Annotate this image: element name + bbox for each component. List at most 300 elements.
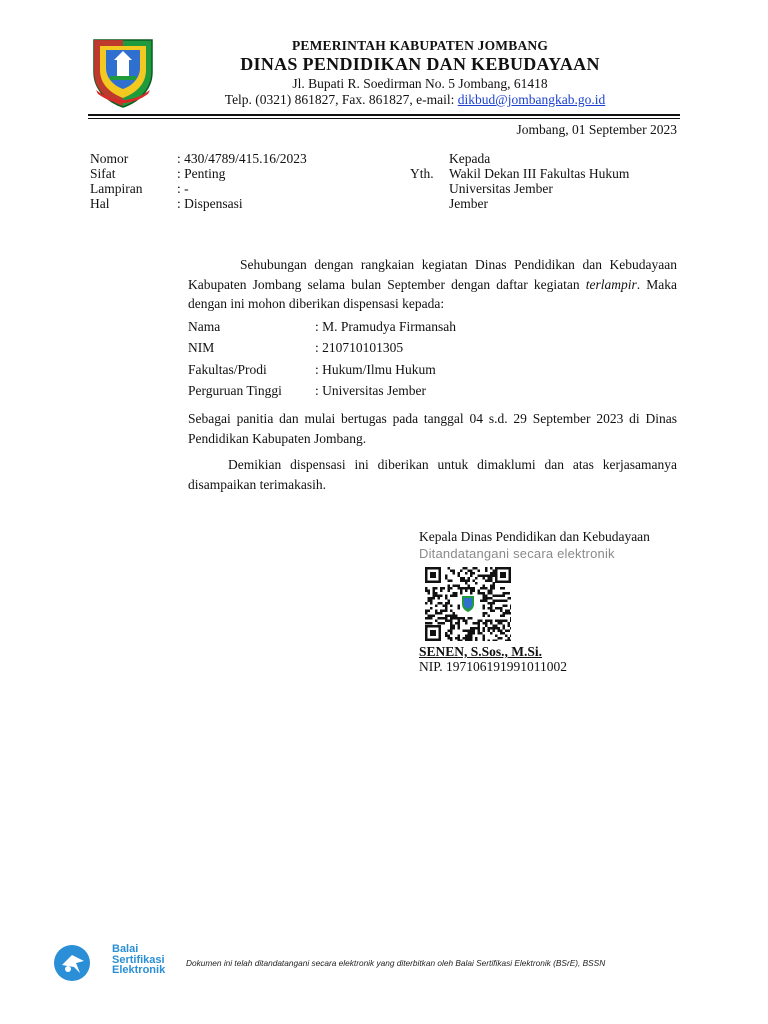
jombang-regency-emblem	[92, 36, 154, 108]
qr-module	[495, 607, 498, 610]
qr-module	[503, 587, 506, 590]
qr-module	[475, 582, 478, 585]
qr-module	[463, 580, 466, 583]
qr-module	[460, 587, 463, 590]
qr-module	[493, 582, 496, 585]
qr-module	[453, 612, 456, 615]
qr-module	[458, 605, 461, 608]
qr-module	[498, 607, 501, 610]
identity-value: : 210710101305	[315, 340, 404, 356]
qr-module	[483, 585, 486, 588]
meta-label: Hal	[90, 196, 110, 211]
qr-module	[440, 595, 443, 598]
qr-module	[475, 577, 478, 580]
qr-module	[425, 602, 428, 605]
qr-module	[458, 640, 461, 642]
qr-module	[440, 610, 443, 613]
qr-module	[470, 570, 473, 573]
qr-module	[490, 597, 493, 600]
footer-esign-disclaimer: Dokumen ini telah ditandatangani secara elektronik yang diterbitkan oleh Balai Sertifikasi Elektronik (BSrE), BSSN	[186, 958, 606, 968]
qr-module	[483, 587, 486, 590]
qr-module	[473, 630, 476, 633]
qr-module	[445, 635, 448, 638]
qr-module	[483, 595, 486, 598]
qr-module	[493, 595, 496, 598]
qr-module	[485, 625, 488, 628]
qr-module	[493, 600, 496, 603]
qr-module	[478, 630, 481, 633]
qr-module	[458, 637, 461, 640]
qr-module	[490, 572, 493, 575]
qr-module	[435, 605, 438, 608]
qr-module	[488, 615, 491, 618]
qr-module	[425, 612, 428, 615]
qr-module	[448, 600, 451, 603]
qr-module	[493, 610, 496, 613]
qr-module	[503, 632, 506, 635]
qr-module	[473, 572, 476, 575]
qr-module	[490, 592, 493, 595]
qr-module	[483, 600, 486, 603]
qr-module	[480, 575, 483, 578]
qr-module	[465, 580, 468, 583]
qr-module	[455, 615, 458, 618]
letterhead-contact	[160, 92, 670, 108]
qr-module	[440, 622, 443, 625]
qr-module	[485, 587, 488, 590]
qr-module	[458, 585, 461, 588]
qr-module	[448, 590, 451, 593]
qr-module	[503, 625, 506, 628]
qr-module	[493, 570, 496, 573]
qr-module	[505, 620, 508, 623]
qr-module	[483, 605, 486, 608]
qr-module	[445, 632, 448, 635]
qr-module	[488, 577, 491, 580]
qr-module	[445, 607, 448, 610]
qr-module	[433, 590, 436, 593]
qr-module	[505, 640, 508, 642]
identity-value: : M. Pramudya Firmansah	[315, 318, 456, 334]
meta-value: : -	[177, 181, 189, 196]
signature-qr-code	[425, 567, 511, 641]
qr-module	[478, 622, 481, 625]
qr-module	[438, 622, 441, 625]
qr-module	[483, 607, 486, 610]
qr-module	[428, 592, 431, 595]
qr-module	[495, 627, 498, 630]
qr-module	[488, 580, 491, 583]
qr-module	[478, 570, 481, 573]
email-link[interactable]: dikbud@jombangkab.go.id	[457, 92, 606, 107]
qr-module	[478, 592, 481, 595]
bsre-line: Elektronik	[112, 964, 166, 976]
qr-finder-top-left	[425, 567, 441, 583]
qr-module	[453, 615, 456, 618]
qr-module	[483, 637, 486, 640]
qr-module	[495, 620, 498, 623]
qr-module	[500, 620, 503, 623]
qr-module	[448, 580, 451, 583]
qr-module	[483, 597, 486, 600]
qr-module	[500, 630, 503, 633]
qr-module	[465, 572, 468, 575]
qr-module	[450, 605, 453, 608]
qr-module	[470, 590, 473, 593]
letterhead-government: PEMERINTAH KABUPATEN JOMBANG	[291, 38, 549, 53]
qr-module	[465, 640, 468, 642]
qr-module	[500, 632, 503, 635]
qr-module	[453, 627, 456, 630]
qr-module	[463, 617, 466, 620]
qr-module	[505, 612, 508, 615]
qr-module	[488, 575, 491, 578]
qr-module	[453, 570, 456, 573]
qr-module	[438, 602, 441, 605]
qr-module	[475, 640, 478, 642]
qr-module	[450, 627, 453, 630]
qr-module	[488, 590, 491, 593]
qr-module	[463, 587, 466, 590]
qr-module	[460, 590, 463, 593]
qr-module	[468, 632, 471, 635]
qr-module	[453, 572, 456, 575]
qr-module	[458, 617, 461, 620]
bsre-line: Balai	[112, 943, 139, 955]
qr-module	[443, 587, 446, 590]
qr-module	[435, 592, 438, 595]
qr-module	[510, 612, 511, 615]
qr-module	[430, 597, 433, 600]
qr-module	[435, 595, 438, 598]
qr-module	[460, 580, 463, 583]
qr-module	[475, 567, 478, 570]
qr-module	[495, 640, 498, 642]
qr-module	[435, 620, 438, 623]
qr-finder-bottom-left	[425, 625, 441, 641]
qr-module	[433, 595, 436, 598]
qr-module	[480, 592, 483, 595]
qr-module	[428, 597, 431, 600]
qr-module	[448, 620, 451, 623]
qr-module	[450, 622, 453, 625]
qr-module	[488, 627, 491, 630]
qr-module	[458, 607, 461, 610]
qr-module	[465, 635, 468, 638]
identity-row	[188, 359, 456, 381]
qr-module	[455, 622, 458, 625]
letter-date: Jombang, 01 September 2023	[516, 122, 677, 137]
qr-module	[470, 635, 473, 638]
qr-module	[485, 575, 488, 578]
qr-module	[433, 592, 436, 595]
qr-module	[503, 605, 506, 608]
qr-module	[450, 615, 453, 618]
qr-module	[433, 597, 436, 600]
qr-module	[510, 617, 511, 620]
recipient-line: Kepada	[449, 151, 491, 166]
qr-module	[493, 625, 496, 628]
qr-module	[460, 640, 463, 642]
qr-module	[490, 605, 493, 608]
qr-module	[443, 605, 446, 608]
qr-module	[490, 610, 493, 613]
paragraph-text: . Maka dengan ini mohon diberikan dispensasi kepada:	[188, 276, 677, 311]
qr-module	[448, 637, 451, 640]
qr-module	[503, 612, 506, 615]
identity-value: : Universitas Jember	[315, 383, 426, 399]
recipient-yth: Yth.	[410, 166, 434, 181]
qr-module	[440, 590, 443, 593]
meta-label: Sifat	[90, 166, 116, 181]
qr-module	[453, 625, 456, 628]
qr-module	[490, 632, 493, 635]
qr-module	[445, 605, 448, 608]
meta-label: Nomor	[90, 151, 129, 166]
qr-module	[448, 630, 451, 633]
qr-module	[490, 622, 493, 625]
identity-label: Perguruan Tinggi	[188, 383, 282, 399]
identity-block	[188, 316, 456, 402]
contact-text: Telp. (0321) 861827, Fax. 861827, e-mail:	[224, 92, 458, 107]
qr-module	[485, 622, 488, 625]
qr-module	[490, 590, 493, 593]
qr-module	[510, 620, 511, 623]
qr-module	[425, 617, 428, 620]
qr-module	[430, 607, 433, 610]
qr-module	[493, 575, 496, 578]
qr-module	[458, 587, 461, 590]
bsre-line: Sertifikasi	[112, 953, 165, 966]
qr-module	[508, 637, 511, 640]
identity-row	[188, 381, 456, 403]
qr-module	[478, 627, 481, 630]
qr-module	[495, 600, 498, 603]
qr-module	[503, 600, 506, 603]
qr-module	[458, 620, 461, 623]
qr-module	[473, 580, 476, 583]
qr-module	[450, 630, 453, 633]
signer-position: Kepala Dinas Pendidikan dan Kebudayaan	[419, 529, 650, 544]
qr-module	[480, 620, 483, 623]
qr-module	[458, 622, 461, 625]
qr-module	[430, 622, 433, 625]
qr-module	[498, 620, 501, 623]
qr-module	[450, 637, 453, 640]
paragraph-italic: terlampir	[585, 276, 637, 292]
qr-module	[445, 617, 448, 620]
qr-module	[495, 635, 498, 638]
qr-module	[483, 640, 486, 642]
qr-module	[468, 570, 471, 573]
qr-module	[433, 587, 436, 590]
qr-module	[483, 592, 486, 595]
qr-module	[458, 625, 461, 628]
qr-module	[488, 592, 491, 595]
qr-module	[483, 630, 486, 633]
qr-module	[438, 617, 441, 620]
qr-module	[443, 610, 446, 613]
qr-module	[490, 580, 493, 583]
qr-module	[458, 627, 461, 630]
qr-module	[440, 602, 443, 605]
qr-module	[500, 637, 503, 640]
qr-module	[428, 590, 431, 593]
qr-module	[498, 630, 501, 633]
qr-module	[450, 570, 453, 573]
qr-module	[488, 630, 491, 633]
meta-label: Lampiran	[90, 181, 143, 196]
qr-module	[508, 625, 511, 628]
qr-module	[463, 567, 466, 570]
qr-module	[508, 622, 511, 625]
qr-module	[485, 620, 488, 623]
qr-module	[455, 585, 458, 588]
qr-module	[505, 635, 508, 638]
qr-module	[485, 570, 488, 573]
qr-module	[470, 572, 473, 575]
qr-module	[508, 610, 511, 613]
qr-module	[500, 615, 503, 618]
qr-module	[500, 622, 503, 625]
qr-module	[505, 630, 508, 633]
qr-finder-top-right	[495, 567, 511, 583]
qr-module	[478, 575, 481, 578]
qr-module	[473, 622, 476, 625]
qr-module	[438, 595, 441, 598]
qr-module	[485, 597, 488, 600]
qr-module	[450, 587, 453, 590]
esign-note: Ditandatangani secara elektronik	[419, 546, 615, 561]
meta-value: : Penting	[177, 166, 226, 181]
qr-module	[445, 620, 448, 623]
qr-module	[495, 595, 498, 598]
qr-module	[473, 587, 476, 590]
qr-module	[488, 640, 491, 642]
qr-module	[475, 637, 478, 640]
qr-module	[490, 577, 493, 580]
qr-module	[438, 597, 441, 600]
qr-module	[505, 592, 508, 595]
qr-module	[490, 627, 493, 630]
letter-meta	[90, 151, 307, 211]
body-paragraph-assignment: Sebagai panitia dan mulai bertugas pada tanggal 04 s.d. 29 September 2023 di Dinas Pendidikan Kabupaten Jombang.	[188, 411, 677, 446]
meta-row	[90, 196, 307, 211]
qr-module	[470, 617, 473, 620]
qr-module	[443, 617, 446, 620]
meta-row	[90, 151, 307, 166]
qr-module	[508, 592, 511, 595]
qr-module	[435, 612, 438, 615]
qr-module	[500, 595, 503, 598]
qr-module	[498, 600, 501, 603]
qr-module	[473, 627, 476, 630]
qr-module	[445, 610, 448, 613]
letterhead-rule-thick	[88, 114, 680, 116]
qr-module	[510, 640, 511, 642]
qr-module	[453, 585, 456, 588]
qr-module	[470, 630, 473, 633]
qr-module	[493, 630, 496, 633]
qr-module	[478, 620, 481, 623]
qr-module	[470, 592, 473, 595]
qr-module	[478, 590, 481, 593]
qr-module	[468, 637, 471, 640]
qr-module	[503, 592, 506, 595]
qr-module	[470, 637, 473, 640]
qr-module	[430, 615, 433, 618]
qr-module	[503, 595, 506, 598]
qr-module	[430, 617, 433, 620]
identity-label: Fakultas/Prodi	[188, 361, 267, 377]
qr-module	[453, 617, 456, 620]
qr-module	[448, 635, 451, 638]
qr-module	[440, 587, 443, 590]
qr-module	[465, 620, 468, 623]
qr-module	[483, 575, 486, 578]
qr-module	[483, 577, 486, 580]
qr-module	[475, 627, 478, 630]
qr-module	[500, 610, 503, 613]
qr-module	[510, 627, 511, 630]
qr-module	[435, 610, 438, 613]
qr-module	[455, 592, 458, 595]
qr-module	[470, 627, 473, 630]
qr-module	[465, 582, 468, 585]
qr-module	[455, 637, 458, 640]
qr-module	[508, 612, 511, 615]
letterhead-rule-thin	[88, 118, 680, 119]
qr-module	[470, 640, 473, 642]
qr-module	[428, 622, 431, 625]
qr-module	[450, 580, 453, 583]
qr-module	[488, 607, 491, 610]
qr-module	[488, 620, 491, 623]
qr-module	[510, 597, 511, 600]
qr-module	[503, 627, 506, 630]
qr-module	[490, 607, 493, 610]
qr-module	[505, 605, 508, 608]
qr-module	[448, 567, 451, 570]
identity-label: NIM	[188, 340, 215, 356]
qr-module	[448, 615, 451, 618]
qr-module	[485, 600, 488, 603]
meta-value: : 430/4789/415.16/2023	[177, 151, 307, 166]
qr-module	[443, 622, 446, 625]
qr-module	[490, 585, 493, 588]
signer-name: SENEN, S.Sos., M.Si.	[419, 644, 543, 659]
qr-module	[490, 567, 493, 570]
qr-module	[448, 587, 451, 590]
qr-module	[485, 567, 488, 570]
qr-module	[468, 580, 471, 583]
qr-module	[485, 612, 488, 615]
qr-module	[488, 597, 491, 600]
qr-module	[463, 630, 466, 633]
qr-module	[468, 630, 471, 633]
paragraph-text: Sehubungan dengan rangkaian kegiatan Dinas Pendidikan dan Kebudayaan Kabupaten Jombang selama bulan September dengan daftar kegiatan	[188, 257, 677, 292]
qr-module	[473, 632, 476, 635]
qr-module	[490, 620, 493, 623]
qr-module	[468, 640, 471, 642]
bsre-logo-icon	[54, 943, 110, 983]
bsre-wordmark	[112, 944, 165, 976]
qr-module	[503, 620, 506, 623]
qr-module	[508, 640, 511, 642]
qr-module	[483, 615, 486, 618]
signature-block	[419, 529, 650, 561]
qr-module	[430, 602, 433, 605]
